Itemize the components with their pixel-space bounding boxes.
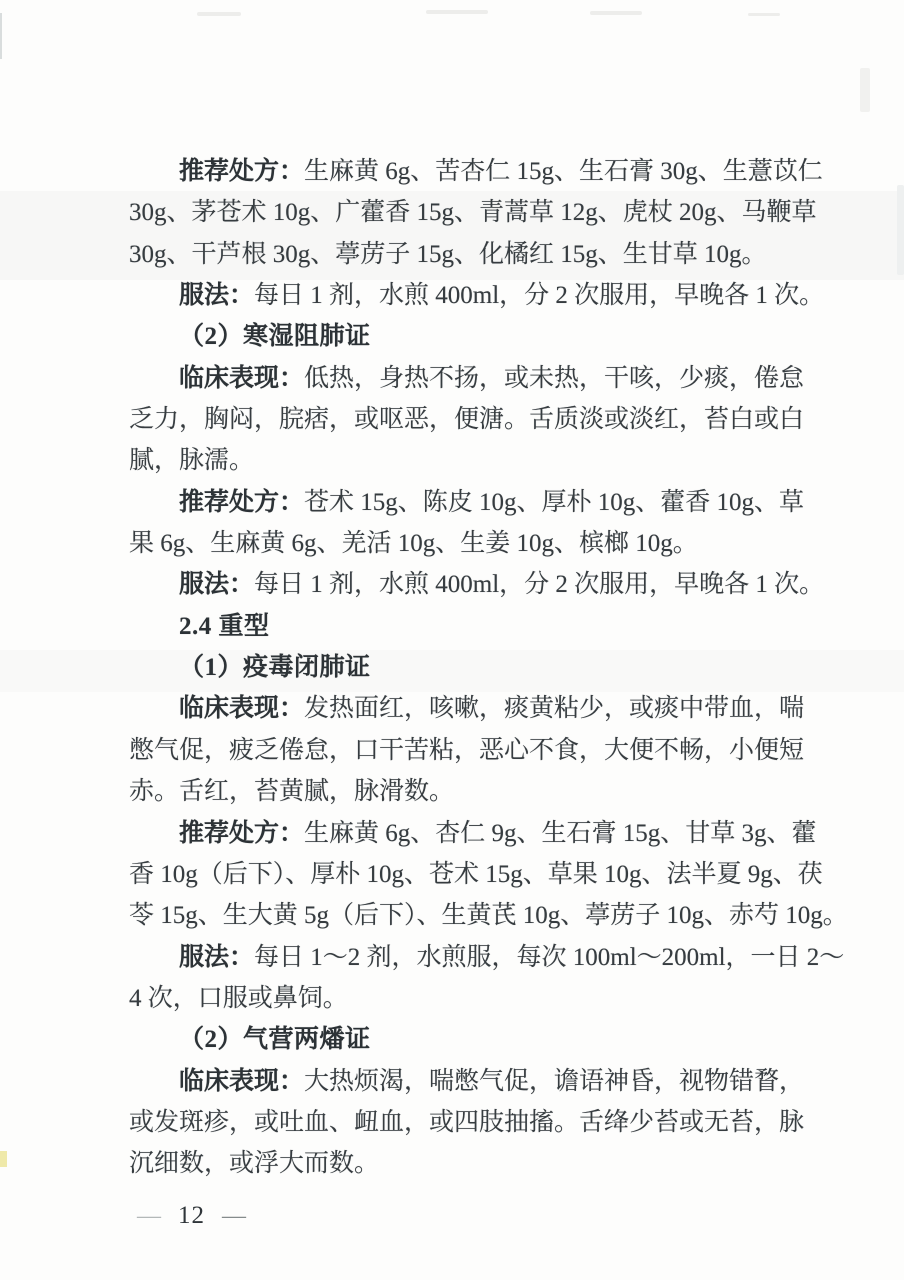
scan-smudge-artifact (197, 12, 241, 16)
text-line (129, 1061, 805, 1102)
text-line: 赤。舌红，苔黄腻，脉滑数。 (129, 778, 455, 806)
text-line: 乏力，胸闷，脘痞，或呕恶，便溏。舌质淡或淡红，苔白或白 (129, 406, 805, 434)
text-line: 30g、茅苍术 10g、广藿香 15g、青蒿草 12g、虎杖 20g、马鞭草 (129, 199, 817, 227)
text-line (129, 358, 805, 399)
paragraph-label: 推荐处方： (179, 158, 305, 185)
text-line: 30g、干芦根 30g、葶苈子 15g、化橘红 15g、生甘草 10g。 (129, 240, 767, 268)
line-text: 苍术 15g、陈皮 10g、厚朴 10g、藿香 10g、草 (304, 488, 805, 516)
section-heading: （1）疫毒闭肺证 (179, 654, 371, 682)
page-footer (137, 1199, 246, 1233)
scan-fleck-artifact (0, 1151, 7, 1167)
scan-smudge-artifact (426, 10, 488, 14)
text-line: 香 10g（后下）、厚朴 10g、苍术 15g、草果 10g、法半夏 9g、茯 (129, 860, 823, 888)
section-heading: （2）寒湿阻肺证 (179, 323, 371, 351)
text-line (129, 275, 825, 316)
text-line (129, 937, 845, 978)
footer-dash-left: — (137, 1203, 161, 1229)
document-text (129, 151, 848, 1185)
line-text: 生麻黄 6g、苦杏仁 15g、生石膏 30g、生薏苡仁 (304, 158, 823, 185)
text-line: 或发斑疹，或吐血、衄血，或四肢抽搐。舌绛少苔或无苔，脉 (129, 1108, 805, 1136)
scan-edge-artifact (0, 13, 2, 59)
paragraph-label: 临床表现： (179, 695, 305, 723)
line-text: 发热面红，咳嗽，痰黄粘少，或痰中带血，喘 (304, 695, 805, 723)
text-line (129, 813, 817, 854)
page-number: 12 (178, 1202, 205, 1229)
text-line: 4 次，口服或鼻饲。 (129, 984, 348, 1012)
paragraph-label: 临床表现： (179, 1067, 305, 1095)
scan-smudge-artifact (590, 11, 642, 15)
paragraph-label: 临床表现： (179, 364, 305, 392)
section-heading: 2.4 重型 (179, 612, 270, 640)
paragraph-label: 服法： (179, 282, 255, 310)
paragraph-label: 服法： (179, 571, 255, 599)
paragraph-label: 推荐处方： (179, 819, 305, 847)
paragraph-label: 推荐处方： (179, 488, 305, 516)
text-line: 憋气促，疲乏倦怠，口干苦粘，恶心不食，大便不畅，小便短 (129, 736, 805, 764)
scan-smudge-artifact (748, 13, 780, 16)
line-text: 每日 1～2 剂，水煎服，每次 100ml～200ml，一日 2～ (254, 943, 845, 971)
scan-smudge-artifact (860, 68, 870, 112)
line-text: 生麻黄 6g、杏仁 9g、生石膏 15g、甘草 3g、藿 (304, 819, 817, 847)
footer-dash-right: — (222, 1203, 246, 1229)
text-line (129, 151, 823, 192)
line-text: 大热烦渴，喘憋气促，谵语神昏，视物错瞀， (304, 1067, 805, 1095)
line-text: 每日 1 剂，水煎 400ml，分 2 次服用，早晚各 1 次。 (254, 282, 825, 310)
text-line: 沉细数，或浮大而数。 (129, 1150, 380, 1178)
text-line: 苓 15g、生大黄 5g（后下）、生黄芪 10g、葶苈子 10g、赤芍 10g。 (129, 902, 848, 930)
text-line (129, 688, 805, 729)
text-line: 腻，脉濡。 (129, 447, 255, 475)
text-line (129, 564, 825, 605)
line-text: 低热，身热不扬，或未热，干咳，少痰，倦怠 (304, 364, 805, 392)
line-text: 每日 1 剂，水煎 400ml，分 2 次服用，早晚各 1 次。 (254, 571, 825, 599)
section-heading: （2）气营两燔证 (179, 1026, 371, 1054)
text-line: 果 6g、生麻黄 6g、羌活 10g、生姜 10g、槟榔 10g。 (129, 530, 698, 558)
paragraph-label: 服法： (179, 943, 255, 971)
text-line (129, 482, 805, 523)
scan-smudge-artifact (897, 185, 904, 275)
